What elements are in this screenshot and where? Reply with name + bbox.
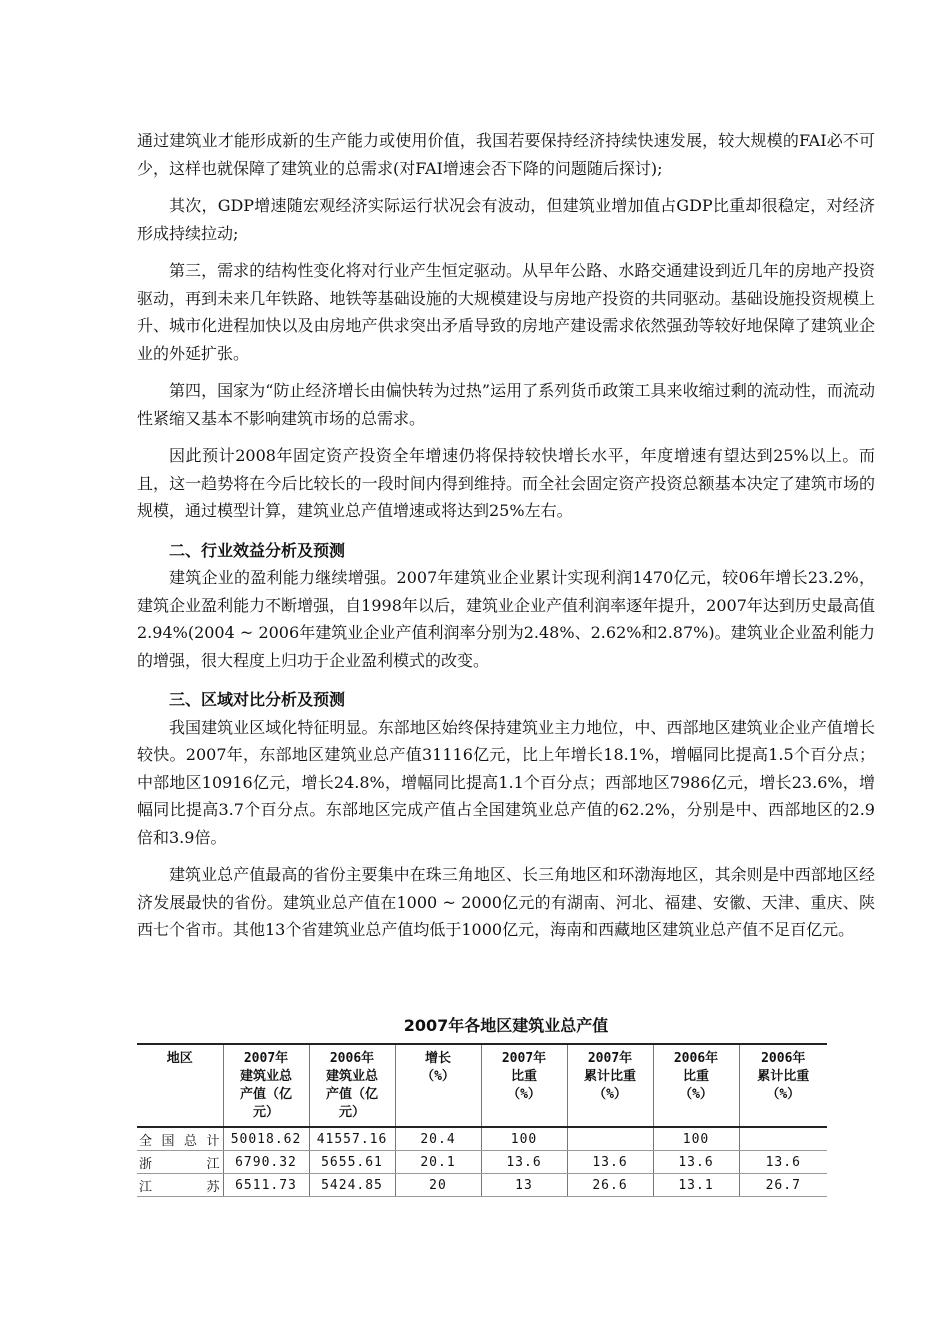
table-body xyxy=(137,1127,827,1197)
table-cell: 41557.16 xyxy=(309,1127,395,1151)
table-header-cell: 2006年 比重 （%） xyxy=(653,1044,739,1127)
table-cell: 13.6 xyxy=(567,1151,653,1174)
paragraph: 第四，国家为“防止经济增长由偏快转为过热”运用了系列货币政策工具来收缩过剩的流动性，而流动性紧缩又基本不影响建筑市场的总需求。 xyxy=(137,381,875,428)
paragraph: 我国建筑业区域化特征明显。东部地区始终保持建筑业主力地位，中、西部地区建筑业企业产值增长较快。2007年，东部地区建筑业总产值31116亿元，比上年增长18.1%，增幅同比提高1.5个百分点；中部地区10916亿元，增长24.8%，增幅同比提高1.1个百分点；西部地区7986亿元，增长23.6%，增幅同比提高3.7个百分点。东部地区完成产值占全国建筑业总产值的62.2%，分别是中、西部地区的2.9倍和3.9倍。 xyxy=(137,717,875,847)
table-cell: 5655.61 xyxy=(309,1151,395,1174)
table-cell: 100 xyxy=(481,1127,567,1151)
table-header-cell: 地区 xyxy=(137,1044,223,1127)
table-cell: 26.7 xyxy=(739,1174,827,1197)
table-cell: 6511.73 xyxy=(223,1174,309,1197)
table-cell: 20.4 xyxy=(395,1127,481,1151)
table-cell: 100 xyxy=(653,1127,739,1151)
paragraph: 通过建筑业才能形成新的生产能力或使用价值，我国若要保持经济持续快速发展，较大规模的FAI必不可少，这样也就保障了建筑业的总需求(对FAI增速会否下降的问题随后探讨); xyxy=(137,131,875,178)
table-cell: 5424.85 xyxy=(309,1174,395,1197)
table-cell xyxy=(739,1127,827,1151)
table-cell: 13.1 xyxy=(653,1174,739,1197)
table-cell xyxy=(567,1127,653,1151)
table-cell: 13.6 xyxy=(481,1151,567,1174)
table-cell: 20.1 xyxy=(395,1151,481,1174)
table-cell: 26.6 xyxy=(567,1174,653,1197)
document-body xyxy=(137,127,875,954)
paragraph: 第三，需求的结构性变化将对行业产生恒定驱动。从早年公路、水路交通建设到近几年的房地产投资驱动，再到未来几年铁路、地铁等基础设施的大规模建设与房地产投资的共同驱动。基础设施投资规模上升、城市化进程加快以及由房地产供求突出矛盾导致的房地产建设需求依然强劲等较好地保障了建筑业企业的外延扩张。 xyxy=(137,261,875,363)
table-title: 2007年各地区建筑业总产值 xyxy=(403,1016,609,1035)
paragraph: 建筑企业的盈利能力继续增强。2007年建筑业企业累计实现利润1470亿元，较06年增长23.2%，建筑企业盈利能力不断增强，自1998年以后，建筑业企业产值利润率逐年提升，2007年达到历史最高值2.94%(2004 ~ 2006年建筑业企业产值利润率分别为2.48%、2.62%和2.87%)。建筑业企业盈利能力的增强，很大程度上归功于企业盈利模式的改变。 xyxy=(137,568,875,670)
table-header-cell: 增长 （%） xyxy=(395,1044,481,1127)
table-cell: 50018.62 xyxy=(223,1127,309,1151)
table-cell-region: 江苏 xyxy=(137,1174,223,1197)
table-header-row xyxy=(137,1044,827,1127)
table-cell-region: 浙江 xyxy=(137,1151,223,1174)
table-header-cell: 2007年 比重 （%） xyxy=(481,1044,567,1127)
table-header-cell: 2006年 建筑业总 产值（亿 元） xyxy=(309,1044,395,1127)
table-cell: 13.6 xyxy=(653,1151,739,1174)
table-header-cell: 2007年 建筑业总 产值（亿 元） xyxy=(223,1044,309,1127)
data-table xyxy=(137,1043,827,1197)
table-row xyxy=(137,1174,827,1197)
table-header-cell: 2006年 累计比重 （%） xyxy=(739,1044,827,1127)
table-cell: 20 xyxy=(395,1174,481,1197)
table-cell-region: 全国总计 xyxy=(137,1127,223,1151)
table-header-cell: 2007年 累计比重 （%） xyxy=(567,1044,653,1127)
paragraph: 建筑业总产值最高的省份主要集中在珠三角地区、长三角地区和环渤海地区，其余则是中西部地区经济发展最快的省份。建筑业总产值在1000 ~ 2000亿元的有湖南、河北、福建、安徽、天津、重庆、陕西七个省市。其他13个省建筑业总产值均低于1000亿元，海南和西藏地区建筑业总产值不足百亿元。 xyxy=(137,865,875,939)
table-cell: 13.6 xyxy=(739,1151,827,1174)
table-cell: 13 xyxy=(481,1174,567,1197)
section-heading: 二、行业效益分析及预测 xyxy=(169,540,346,560)
table-cell: 6790.32 xyxy=(223,1151,309,1174)
paragraph: 其次，GDP增速随宏观经济实际运行状况会有波动，但建筑业增加值占GDP比重却很稳定，对经济形成持续拉动; xyxy=(137,196,875,243)
table-row xyxy=(137,1151,827,1174)
paragraph: 因此预计2008年固定资产投资全年增速仍将保持较快增长水平，年度增速有望达到25%以上。而且，这一趋势将在今后比较长的一段时间内得到维持。而全社会固定资产投资总额基本决定了建筑市场的规模，通过模型计算，建筑业总产值增速或将达到25%左右。 xyxy=(137,446,875,520)
section-heading: 三、区域对比分析及预测 xyxy=(169,690,346,709)
table-row xyxy=(137,1127,827,1151)
